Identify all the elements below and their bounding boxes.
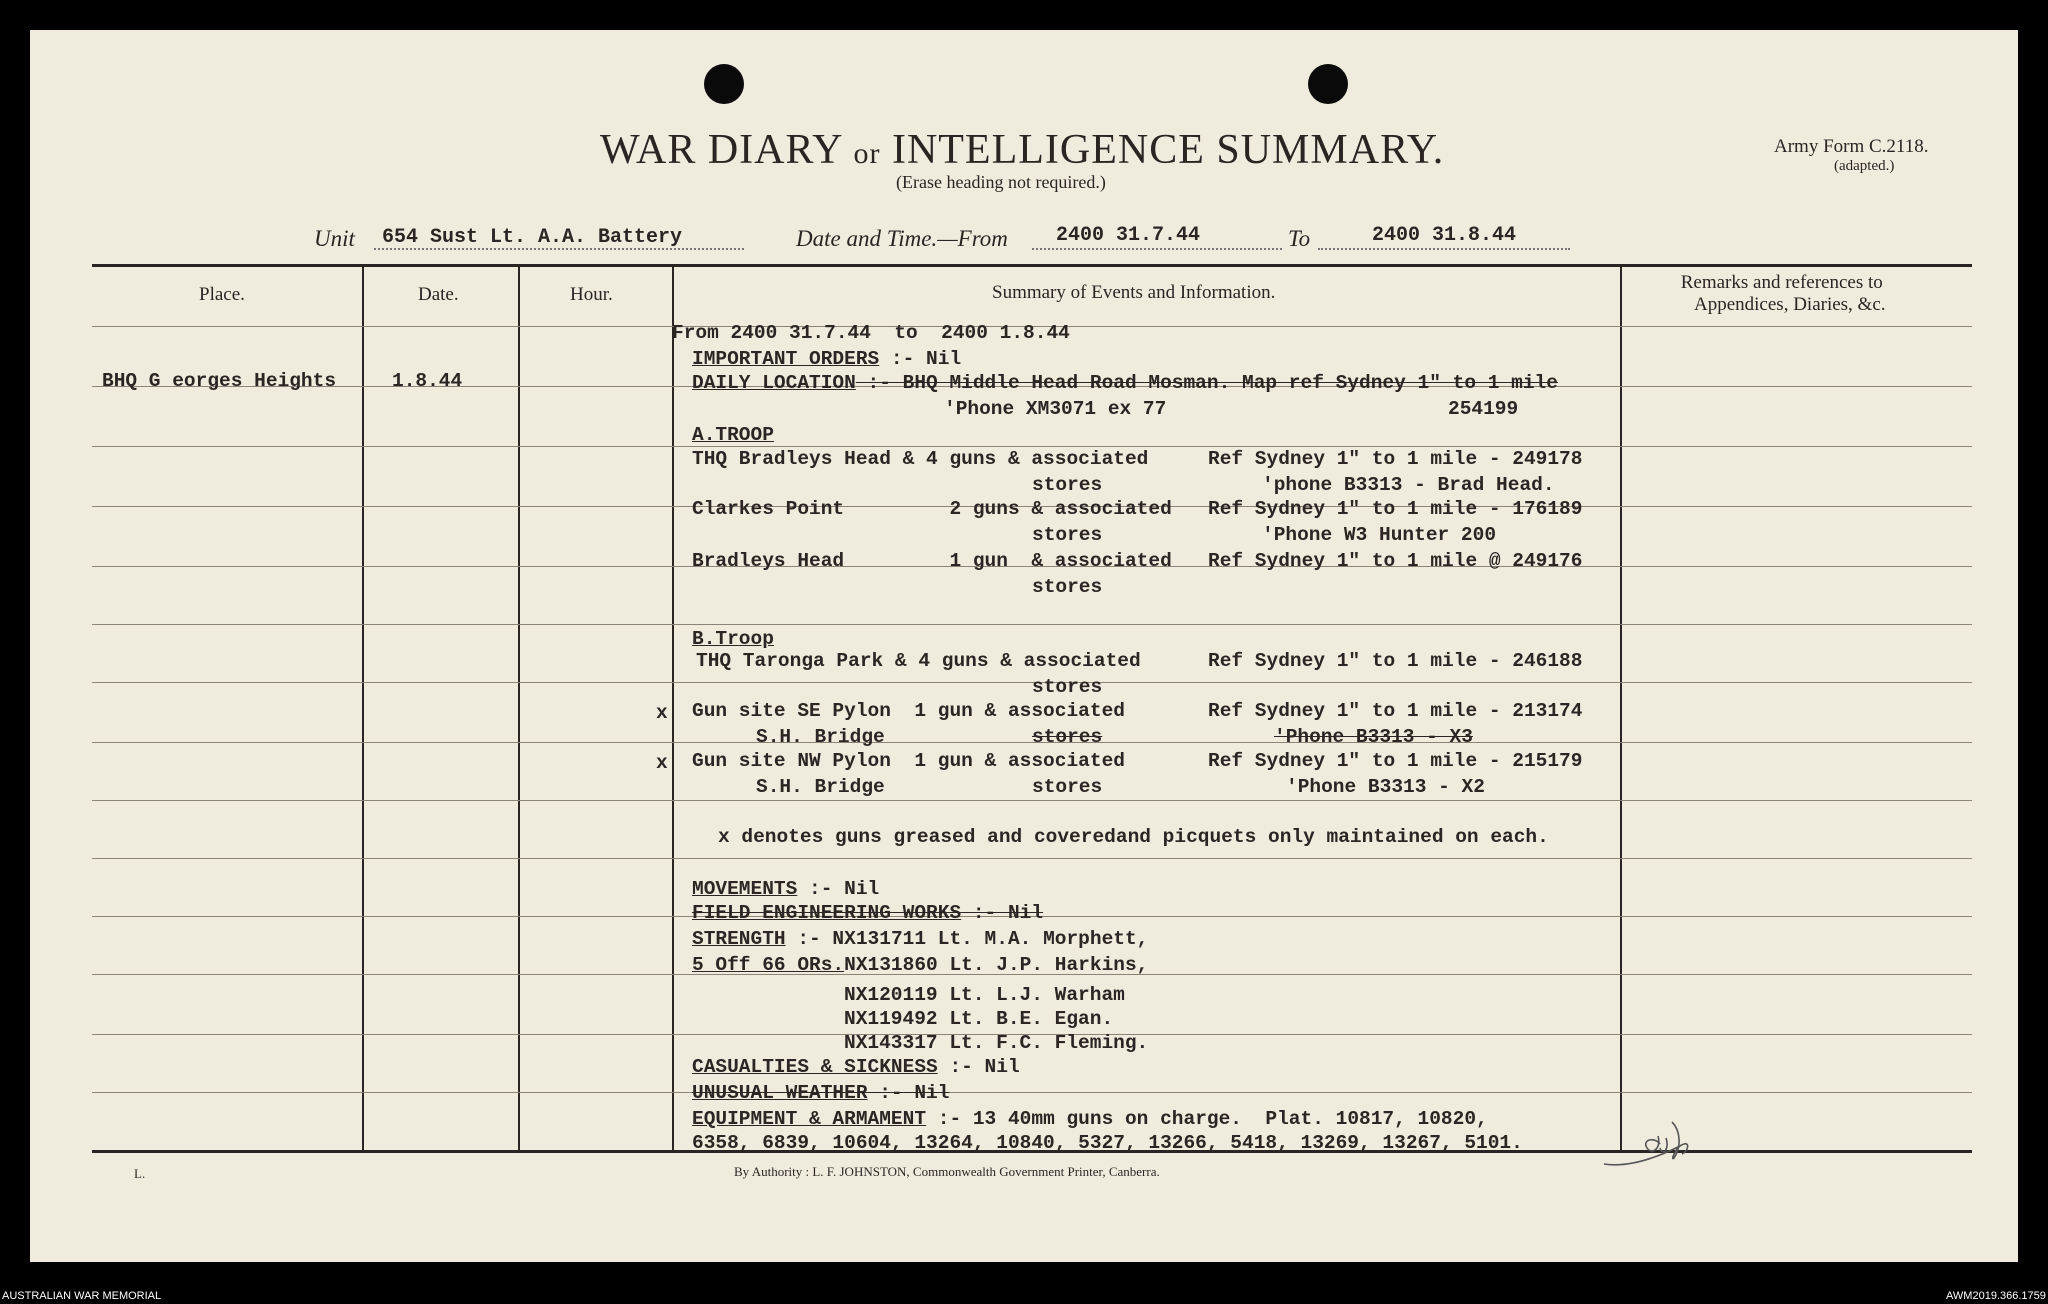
column-header-date: Date. [418, 284, 459, 305]
field-engineering [692, 902, 1043, 924]
ruled-line [92, 800, 1972, 801]
column-header-summary: Summary of Events and Information. [992, 282, 1276, 303]
archive-credit: AUSTRALIAN WAR MEMORIAL [2, 1290, 162, 1302]
form-subtitle: (Erase heading not required.) [896, 172, 1106, 192]
strength-line [692, 954, 1148, 976]
b-troop-phone: 'Phone B3313 - X3 [1274, 726, 1473, 748]
a-troop-heading: A.TROOP [692, 424, 774, 446]
daily-location-value: :- BHQ Middle Head Road Mosman. Map ref Sydney 1" to 1 mile [855, 372, 1558, 394]
unit-value: 654 Sust Lt. A.A. Battery [382, 226, 683, 249]
important-orders-value: :- Nil [879, 348, 962, 370]
casualties-value: :- Nil [937, 1056, 1020, 1078]
remarks-header-line: Remarks and references to [1680, 272, 1883, 293]
ruled-line [92, 1092, 1972, 1093]
handwritten-initials [1600, 1116, 1710, 1172]
a-troop-ref: Ref Sydney 1" to 1 mile - 176189 [1208, 498, 1583, 520]
date-from-value: 2400 31.7.44 [1056, 224, 1201, 247]
form-code: L. [134, 1166, 146, 1181]
b-troop-mark: x [656, 752, 668, 774]
strength-officer: NX119492 Lt. B.E. Egan. [844, 1008, 1114, 1030]
daily-location-phone: 'Phone XM3071 ex 77 [944, 398, 1167, 420]
strength-officer: NX143317 Lt. F.C. Fleming. [844, 1032, 1149, 1054]
a-troop-stores: stores [1032, 576, 1103, 598]
b-troop-site: Gun site SE Pylon 1 gun & associated [692, 700, 1125, 722]
army-form-adapted: (adapted.) [1834, 158, 1895, 174]
a-troop-phone: 'phone B3313 - Brad Head. [1262, 474, 1555, 496]
a-troop-site: Clarkes Point 2 guns & associated [692, 498, 1172, 520]
b-troop-stores: stores [1032, 676, 1103, 698]
gun-note: x denotes guns greased and coveredand picquets only maintained on each. [718, 826, 1549, 848]
equipment-value: :- 13 40mm guns on charge. Plat. 10817, 10820, [926, 1108, 1488, 1130]
printer-authority: By Authority : L. F. JOHNSTON, Commonwealth Government Printer, Canberra. [734, 1164, 1160, 1179]
movements-value: :- Nil [797, 878, 880, 900]
b-troop-ref: Ref Sydney 1" to 1 mile - 215179 [1208, 750, 1583, 772]
strength-officer: NX120119 Lt. L.J. Warham [844, 984, 1125, 1006]
strength-officer: NX131860 Lt. J.P. Harkins, [844, 954, 1149, 976]
column-header-remarks [1678, 272, 1886, 316]
strength-label: STRENGTH [692, 928, 786, 950]
column-divider [1620, 266, 1622, 1150]
b-troop-stores: stores [1032, 776, 1103, 798]
b-troop-site: THQ Taronga Park & 4 guns & associated [696, 650, 1141, 672]
a-troop-stores: stores [1032, 524, 1103, 546]
strength-value: :- NX131711 Lt. M.A. Morphett, [785, 928, 1149, 950]
form-title [600, 126, 1444, 174]
date-from-dotted-line [1032, 248, 1282, 250]
date-to-dotted-line [1318, 248, 1570, 250]
field-engineering-value: :- Nil [961, 902, 1044, 924]
archive-accession: AWM2019.366.1759 [1946, 1290, 2046, 1302]
b-troop-site: Gun site NW Pylon 1 gun & associated [692, 750, 1125, 772]
strength-total: 5 Off 66 ORs. [692, 954, 845, 976]
b-troop-phone: 'Phone B3313 - X2 [1286, 776, 1485, 798]
a-troop-stores: stores [1032, 474, 1103, 496]
column-divider [672, 266, 674, 1150]
casualties [692, 1056, 1020, 1078]
important-orders [692, 348, 961, 370]
strength [692, 928, 1148, 950]
important-orders-label: IMPORTANT ORDERS [692, 348, 880, 370]
daily-location-label: DAILY LOCATION [692, 372, 856, 394]
b-troop-ref: Ref Sydney 1" to 1 mile - 246188 [1208, 650, 1583, 672]
b-troop-heading: B.Troop [692, 628, 774, 650]
title-or: or [853, 137, 881, 170]
equipment-label: EQUIPMENT & ARMAMENT [692, 1108, 927, 1130]
date-time-label: Date and Time.—From [796, 226, 1008, 251]
table-top-rule [92, 264, 1972, 267]
unit-label: Unit [314, 226, 355, 251]
field-engineering-label: FIELD ENGINEERING WORKS [692, 902, 962, 924]
date-to-value: 2400 31.8.44 [1372, 224, 1517, 247]
entry-place: BHQ G eorges Heights [102, 370, 337, 392]
b-troop-ref: Ref Sydney 1" to 1 mile - 213174 [1208, 700, 1583, 722]
title-rest: INTELLIGENCE SUMMARY. [891, 127, 1445, 173]
equipment [692, 1108, 1488, 1130]
a-troop-site: Bradleys Head 1 gun & associated [692, 550, 1172, 572]
a-troop-ref: Ref Sydney 1" to 1 mile - 249178 [1208, 448, 1583, 470]
diary-page [30, 30, 2018, 1262]
period-line: From 2400 31.7.44 to 2400 1.8.44 [672, 322, 1070, 344]
ruled-line [92, 624, 1972, 625]
movements-label: MOVEMENTS [692, 878, 798, 900]
column-divider [362, 266, 364, 1150]
unusual-weather [692, 1082, 949, 1104]
punch-hole [704, 64, 744, 104]
weather-value: :- Nil [867, 1082, 950, 1104]
movements [692, 878, 879, 900]
b-troop-location: S.H. Bridge [756, 776, 885, 798]
b-troop-stores: stores [1032, 726, 1103, 748]
column-header-hour: Hour. [570, 284, 613, 305]
a-troop-ref: Ref Sydney 1" to 1 mile @ 249176 [1208, 550, 1583, 572]
army-form-number: Army Form C.2118. [1774, 136, 1929, 157]
entry-date: 1.8.44 [392, 370, 463, 392]
column-header-place: Place. [199, 284, 245, 305]
remarks-header-line: Appendices, Diaries, &c. [1694, 294, 1886, 315]
a-troop-phone: 'Phone W3 Hunter 200 [1262, 524, 1497, 546]
ruled-line [92, 446, 1972, 447]
title-main: WAR DIARY [600, 127, 842, 173]
b-troop-mark: x [656, 702, 668, 724]
b-troop-location: S.H. Bridge [756, 726, 885, 748]
daily-location-ref: 254199 [1448, 398, 1519, 420]
ruled-line [92, 858, 1972, 859]
a-troop-site: THQ Bradleys Head & 4 guns & associated [692, 448, 1149, 470]
date-to-label: To [1288, 226, 1311, 251]
column-divider [518, 266, 520, 1150]
punch-hole [1308, 64, 1348, 104]
daily-location [692, 372, 1558, 394]
weather-label: UNUSUAL WEATHER [692, 1082, 868, 1104]
casualties-label: CASUALTIES & SICKNESS [692, 1056, 938, 1078]
equipment-line: 6358, 6839, 10604, 13264, 10840, 5327, 13266, 5418, 13269, 13267, 5101. [692, 1132, 1523, 1154]
